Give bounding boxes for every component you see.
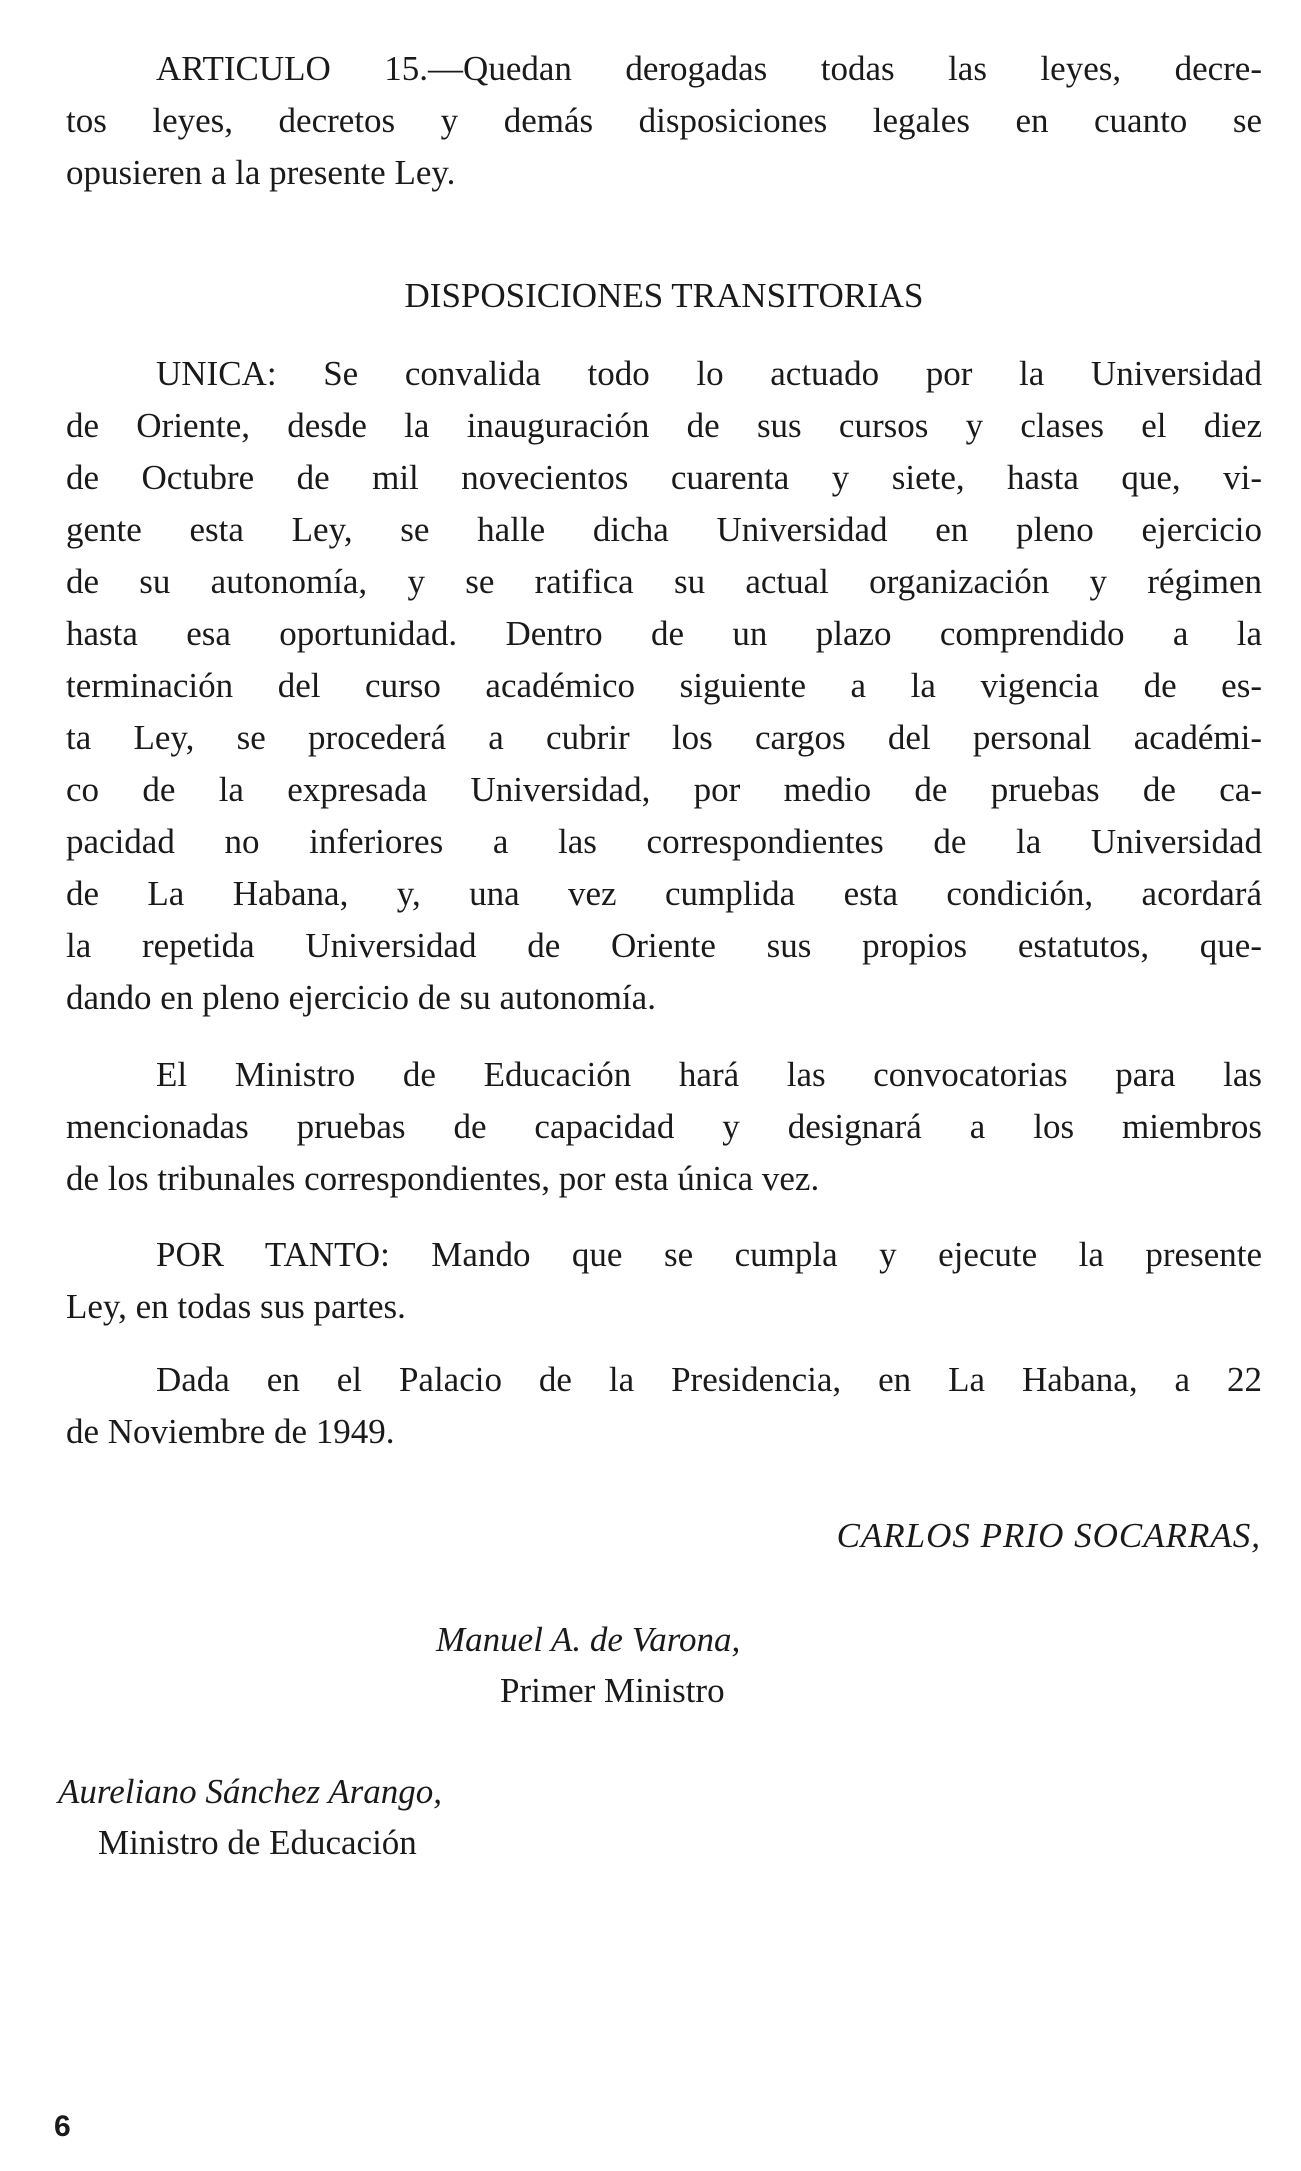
text-line: tos leyes, decretos y demás disposiciones legales en cuanto se [66, 101, 1262, 140]
articulo-15 [66, 43, 1262, 199]
text-line: de Oriente, desde la inauguración de sus cursos y clases el diez [66, 406, 1262, 445]
text-line: El Ministro de Educación hará las convocatorias para las [156, 1055, 1262, 1094]
pm-title: Primer Ministro [500, 1671, 725, 1710]
text-line: mencionadas pruebas de capacidad y designará a los miembros [66, 1107, 1262, 1146]
text-line: de La Habana, y, una vez cumplida esta condición, acordará [66, 874, 1262, 913]
education-minister-name: Aureliano Sánchez Arango, [58, 1772, 442, 1811]
text-line: de los tribunales correspondientes, por esta única vez. [66, 1159, 820, 1198]
dada-paragraph [66, 1354, 1262, 1458]
section-heading: DISPOSICIONES TRANSITORIAS [404, 276, 924, 315]
page-number: 6 [54, 2110, 71, 2143]
por-tanto-paragraph [66, 1229, 1262, 1333]
text-line: de su autonomía, y se ratifica su actual organización y régimen [66, 562, 1262, 601]
text-line: POR TANTO: Mando que se cumpla y ejecute la presente [156, 1235, 1262, 1274]
president-signature: CARLOS PRIO SOCARRAS, [836, 1516, 1261, 1555]
text-line: pacidad no inferiores a las correspondientes de la Universidad [66, 822, 1262, 861]
text-line: opusieren a la presente Ley. [66, 153, 456, 192]
text-line: ARTICULO 15.—Quedan derogadas todas las leyes, decre- [156, 49, 1262, 88]
text-line: dando en pleno ejercicio de su autonomía. [66, 978, 656, 1017]
text-line: terminación del curso académico siguiente a la vigencia de es- [66, 666, 1262, 705]
text-line: UNICA: Se convalida todo lo actuado por la Universidad [156, 354, 1262, 393]
pm-name: Manuel A. de Varona, [436, 1620, 741, 1659]
education-minister-title: Ministro de Educación [98, 1823, 417, 1862]
text-line: Ley, en todas sus partes. [66, 1287, 406, 1326]
text-line: de Noviembre de 1949. [66, 1412, 395, 1451]
unica-paragraph [66, 348, 1262, 1024]
text-line: Dada en el Palacio de la Presidencia, en La Habana, a 22 [156, 1360, 1262, 1399]
text-line: la repetida Universidad de Oriente sus propios estatutos, que- [66, 926, 1262, 965]
text-line: hasta esa oportunidad. Dentro de un plazo comprendido a la [66, 614, 1262, 653]
text-line: de Octubre de mil novecientos cuarenta y siete, hasta que, vi- [66, 458, 1262, 497]
text-line: co de la expresada Universidad, por medio de pruebas de ca- [66, 770, 1262, 809]
text-line: ta Ley, se procederá a cubrir los cargos del personal académi- [66, 718, 1262, 757]
text-line: gente esta Ley, se halle dicha Universidad en pleno ejercicio [66, 510, 1262, 549]
ministro-paragraph [66, 1049, 1262, 1205]
